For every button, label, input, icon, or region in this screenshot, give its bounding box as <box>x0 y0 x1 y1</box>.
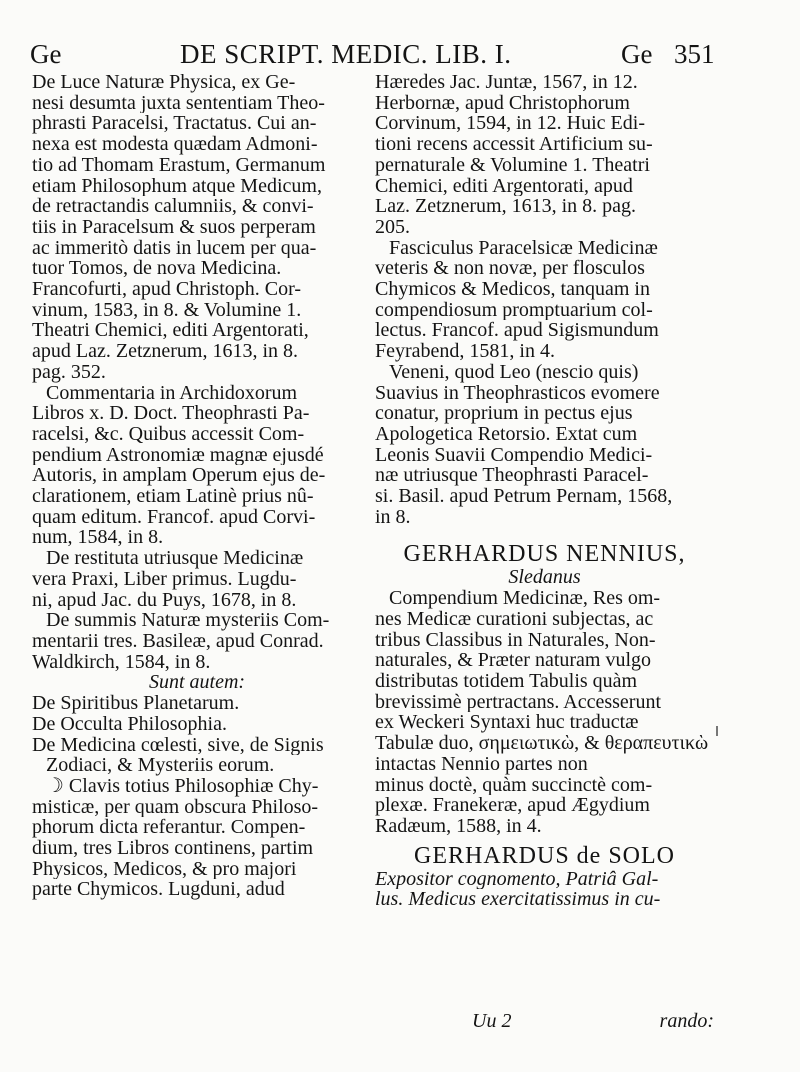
entry-commentaria-archidoxorum <box>32 383 362 549</box>
text-line: Physicos, Medicos, & pro majori <box>32 858 297 880</box>
text-line: ex Weckeri Syntaxi huc traductæ <box>375 712 639 734</box>
page-number: 351 <box>674 39 715 69</box>
text-line: Herbornæ, apud Christophorum <box>375 92 630 114</box>
contents-list <box>32 693 362 776</box>
text-line: si. Basil. apud Petrum Pernam, 1568, <box>375 486 673 507</box>
text-line: nes Medicæ curationi subjectas, ac <box>375 608 654 630</box>
text-line: De Luce Naturæ Physica, ex Ge- <box>32 72 296 93</box>
text-line: Expositor cognomento, Patriâ Gal- <box>375 868 659 890</box>
text-line: parte Chymicos. Lugduni, adud <box>32 879 285 901</box>
sunt-autem-label <box>32 672 362 693</box>
right-column <box>375 72 714 910</box>
text-line: clarationem, etiam Latinè prius nû- <box>32 486 314 507</box>
text-line: quam editum. Francof. apud Corvi- <box>32 506 316 528</box>
entry-compendium-medicinae <box>375 588 714 836</box>
author-heading-nennius: GERHARDUS NENNIUS, <box>403 541 686 568</box>
signature-mark: Uu 2 <box>472 1010 512 1032</box>
text-line: Theatri Chemici, editi Argentorati, <box>32 320 309 342</box>
text-line: nesi desumta juxta sententiam Theo- <box>32 92 325 114</box>
footer-line <box>32 1010 714 1032</box>
list-item: De Occulta Philosophia. <box>32 713 227 735</box>
text-line: Francofurti, apud Christoph. Cor- <box>32 279 302 300</box>
text-line: misticæ, per quam obscura Philoso- <box>32 796 319 818</box>
text-line: lus. Medicus exercitatissimus in cu- <box>375 889 661 911</box>
author-heading-de-solo: GERHARDUS de SOLO <box>413 842 675 869</box>
text-line: 205. <box>375 216 410 238</box>
text-line: Autoris, in amplam Operum ejus de- <box>32 465 326 487</box>
text-line: Laz. Zetznerum, 1613, in 8. pag. <box>375 196 637 217</box>
header-title: DE SCRIPT. MEDIC. LIB. I. <box>180 39 512 69</box>
text-line: Sunt autem: <box>148 672 246 694</box>
entry-clavis <box>32 776 362 900</box>
text-line: in 8. <box>375 506 411 528</box>
text-line: Tabulæ duo, σημειωτικὼ, & θεραπευτικὼ intactas Nennio partes non <box>375 733 709 775</box>
text-line: minus doctè, quàm succinctè com- <box>375 774 653 796</box>
text-line: Commentaria in Archidoxorum <box>46 382 298 404</box>
text-line: compendiosum promptuarium col- <box>375 299 653 321</box>
text-line: Fasciculus Paracelsicæ Medicinæ <box>389 237 658 259</box>
text-line: conatur, proprium in pectus ejus <box>375 403 633 424</box>
text-line: Libros x. D. Doct. Theophrasti Pa- <box>32 403 310 424</box>
text-line: racelsi, &c. Quibus accessit Com- <box>32 423 305 445</box>
text-line: dium, tres Libros continens, partim <box>32 838 314 859</box>
text-line: Veneni, quod Leo (nescio quis) <box>389 361 639 383</box>
text-line: tiis in Paracelsum & suos perperam <box>32 216 316 238</box>
list-item: Zodiaci, & Mysteriis eorum. <box>46 755 275 776</box>
text-line: Chymicos & Medicos, tanquam in <box>375 279 650 300</box>
text-line: vera Praxi, Liber primus. Lugdu- <box>32 568 297 590</box>
entry-continuation <box>375 72 714 238</box>
text-line: Leonis Suavii Compendio Medici- <box>375 444 653 466</box>
text-line: tribus Classibus in Naturales, Non- <box>375 629 656 651</box>
entry-fasciculus <box>375 238 714 362</box>
spacer <box>375 527 714 541</box>
text-line: De restituta utriusque Medicinæ <box>46 548 304 569</box>
text-line: Suavius in Theophrasticos evomere <box>375 382 660 404</box>
text-line: phrasti Paracelsi, Tractatus. Cui an- <box>32 113 317 135</box>
list-item: De Spiritibus Planetarum. <box>32 693 240 714</box>
text-line: ☽ Clavis totius Philosophiæ Chy- <box>46 775 319 797</box>
margin-mark <box>716 726 718 736</box>
text-line: Hæredes Jac. Juntæ, 1567, in 12. <box>375 72 638 93</box>
text-line: pag. 352. <box>32 361 106 383</box>
text-line: phorum dicta referantur. Compen- <box>32 817 306 839</box>
text-line: de retractandis calumniis, & convi- <box>32 196 314 217</box>
text-line: Compendium Medicinæ, Res om- <box>389 588 661 609</box>
entry-de-solo <box>375 869 714 910</box>
text-line: ni, apud Jac. du Puys, 1678, in 8. <box>32 589 297 611</box>
entry-de-restituta <box>32 548 362 610</box>
list-item: De Medicina cœlesti, sive, de Signis <box>32 734 324 756</box>
text-line: tuor Tomos, de nova Medicina. <box>32 258 282 280</box>
text-line: distributas totidem Tabulis quàm <box>375 670 638 692</box>
left-column <box>32 72 362 900</box>
text-line: pendium Astronomiæ magnæ ejusdé <box>32 444 324 466</box>
header-right-keyword: Ge <box>621 39 653 69</box>
text-line: mentarii tres. Basileæ, apud Conrad. <box>32 630 324 652</box>
text-line: De summis Naturæ mysteriis Com- <box>46 610 330 631</box>
text-line: etiam Philosophum atque Medicum, <box>32 175 322 197</box>
text-line: Feyrabend, 1581, in 4. <box>375 341 555 362</box>
text-line: brevissimè pertractans. Accesserunt <box>375 691 662 713</box>
text-line: lectus. Francof. apud Sigismundum <box>375 320 659 342</box>
text-line: apud Laz. Zetznerum, 1613, in 8. <box>32 341 299 362</box>
text-line: næ utriusque Theophrasti Paracel- <box>375 465 649 487</box>
catchword: rando: <box>659 1010 714 1032</box>
text-line: tio ad Thomam Erastum, Germanum <box>32 154 326 176</box>
text-line: pernaturale & Volumine 1. Theatri <box>375 154 650 176</box>
text-line: naturales, & Præter naturam vulgo <box>375 650 652 671</box>
running-header <box>30 36 714 72</box>
header-left-keyword: Ge <box>30 39 62 69</box>
text-line: Corvinum, 1594, in 12. Huic Edi- <box>375 113 645 135</box>
entry-de-summis <box>32 610 362 672</box>
text-line: Apologetica Retorsio. Extat cum <box>375 423 638 445</box>
text-line: Waldkirch, 1584, in 8. <box>32 651 211 673</box>
text-line: num, 1584, in 8. <box>32 527 164 549</box>
text-line: Chemici, editi Argentorati, apud <box>375 175 633 197</box>
text-line: ac immeritò datis in lucem per qua- <box>32 237 317 259</box>
text-line: tioni recens accessit Artificium su- <box>375 134 653 155</box>
text-line: vinum, 1583, in 8. & Volumine 1. <box>32 299 302 321</box>
text-line: nexa est modesta quædam Admoni- <box>32 134 318 155</box>
text-line: veteris & non novæ, per flosculos <box>375 258 645 280</box>
entry-de-luce-naturae <box>32 72 362 383</box>
text-line: Radæum, 1588, in 4. <box>375 815 542 837</box>
author-origin: Sledanus <box>508 566 581 589</box>
entry-veneni <box>375 362 714 528</box>
text-line: plexæ. Franekeræ, apud Ægydium <box>375 795 650 816</box>
